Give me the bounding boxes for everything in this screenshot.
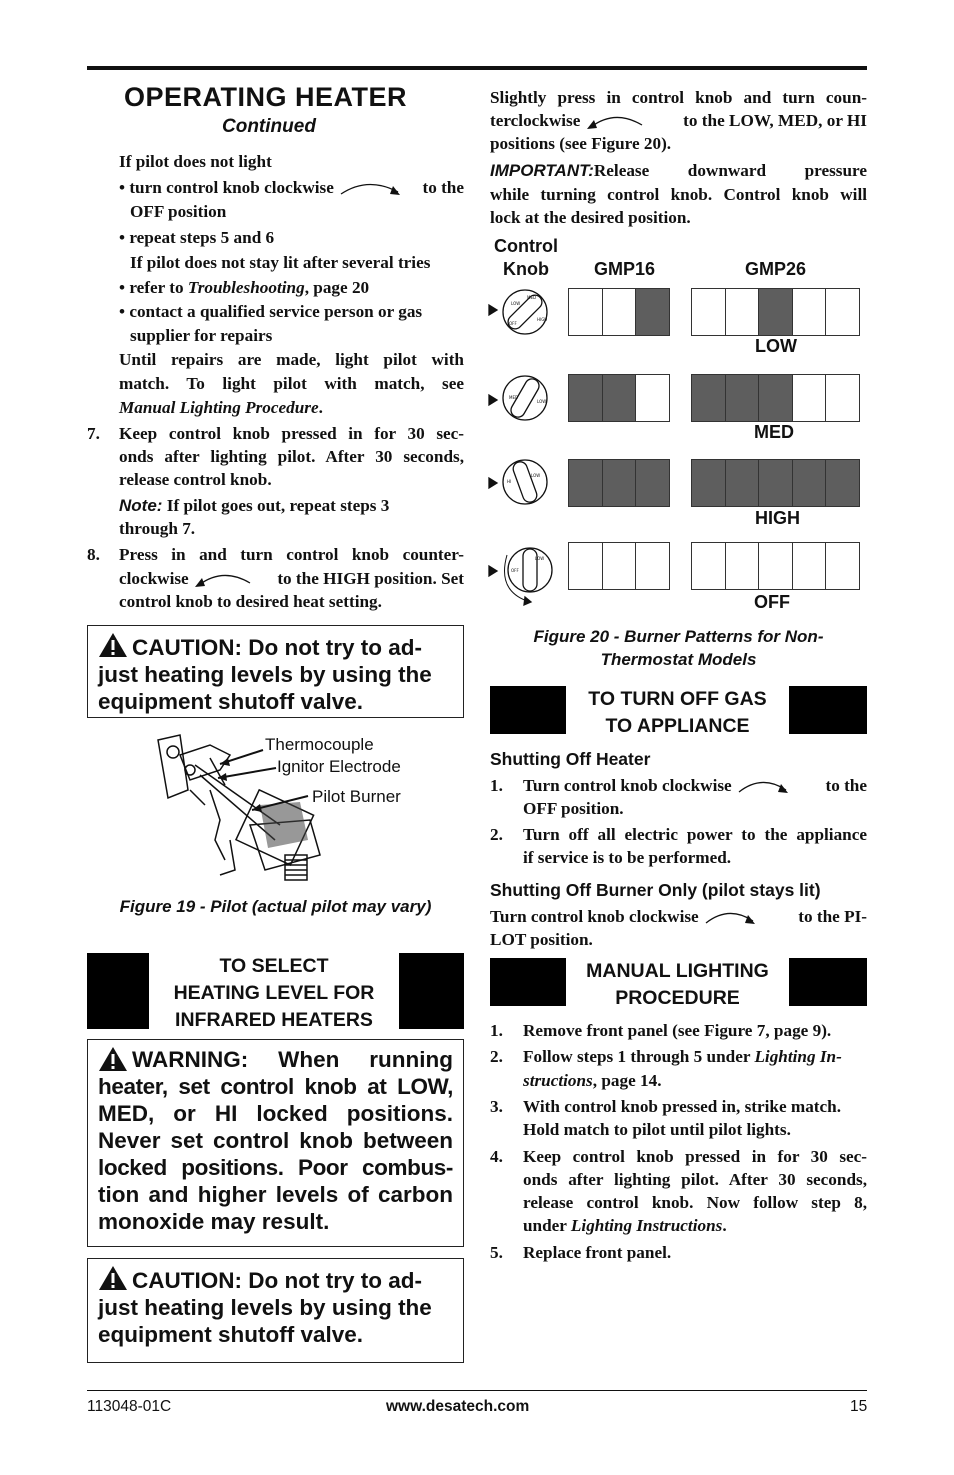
manual-lighting-ref: Manual Lighting Procedure <box>119 398 319 417</box>
press-line-2 <box>490 109 867 133</box>
clockwise-arrow-icon <box>338 178 404 200</box>
svg-text:LOW: LOW <box>511 301 521 306</box>
manual-lighting-heading <box>490 958 867 1009</box>
page-title: OPERATING HEATER <box>124 82 408 112</box>
caution-text: just heating levels by using the <box>98 662 432 687</box>
warning-text: MED, or HI locked positions. <box>98 1101 453 1126</box>
s2-line-2: if service is to be performed. <box>523 848 732 867</box>
warning-text: locked positions. Poor combus- <box>98 1155 453 1180</box>
svg-text:OFF: OFF <box>511 568 519 573</box>
heading-bar-block <box>399 953 464 1029</box>
heading-line: MANUAL LIGHTING <box>586 960 769 982</box>
bullet-repeat: • repeat steps 5 and 6 <box>119 228 275 247</box>
bullet-text: OFF position <box>130 202 227 221</box>
burner-cell-on <box>691 459 726 507</box>
caution-box-2 <box>87 1258 464 1363</box>
m3-line-2: Hold match to pilot until pilot lights. <box>523 1120 791 1139</box>
heading-line: PROCEDURE <box>615 987 740 1009</box>
burner-grid <box>692 459 860 507</box>
lighting-instructions-ref: Lighting Instructions <box>570 1216 723 1235</box>
footer-url[interactable]: www.desatech.com <box>386 1398 530 1415</box>
step-8-line <box>119 567 464 591</box>
note-line <box>119 494 464 518</box>
press-text: to the LOW, MED, or HI <box>683 111 867 130</box>
burner-cell-off <box>568 542 603 590</box>
m2-line-2 <box>523 1069 661 1093</box>
page-subtitle: Continued <box>222 116 316 137</box>
heading-bar-block <box>490 686 566 734</box>
caution-text: CAUTION: Do not try to ad- <box>132 635 422 660</box>
if-pilot-heading: If pilot does not light <box>119 152 272 171</box>
not-stay-lit: If pilot does not stay lit after several tries <box>130 253 431 272</box>
burner-cell-on <box>691 374 726 422</box>
warning-triangle-icon <box>98 1265 128 1291</box>
important-line-3: lock at the desired position. <box>490 208 691 227</box>
burner-cell-off <box>568 288 603 336</box>
ignitor-label: Ignitor Electrode <box>277 757 401 776</box>
turn-off-gas-heading <box>490 686 867 737</box>
pilot-burner-label: Pilot Burner <box>312 787 401 806</box>
burner-row-med-gmp26 <box>692 374 860 422</box>
burner-grid <box>569 459 670 507</box>
figure-19-caption: Figure 19 - Pilot (actual pilot may vary) <box>119 897 432 916</box>
burner-row-high-gmp26 <box>692 459 860 507</box>
burner-cell-off <box>602 542 637 590</box>
step-7-line: release control knob. <box>119 470 272 489</box>
important-line-2: while turning control knob. Control knob will <box>490 185 867 204</box>
heading-bar-block <box>87 953 149 1029</box>
burner-cell-off <box>792 542 827 590</box>
footer-rule <box>87 1390 867 1391</box>
shutting-heater-heading: Shutting Off Heater <box>490 749 651 769</box>
m3-line: With control knob pressed in, strike match. <box>523 1097 842 1116</box>
clockwise-arrow-icon <box>703 907 759 929</box>
burner-cell-on <box>568 459 603 507</box>
thermocouple-label: Thermocouple <box>265 735 374 754</box>
m5-number: 5. <box>490 1243 503 1262</box>
bullet-refer <box>119 276 369 300</box>
burner-cell-off <box>725 288 760 336</box>
caption-line: Figure 20 - Burner Patterns for Non- <box>533 627 824 646</box>
burner-line <box>490 905 867 929</box>
burner-cell-on <box>792 459 827 507</box>
burner-cell-off <box>635 374 670 422</box>
m4-line: release control knob. Now follow step 8, <box>523 1193 867 1212</box>
svg-text:LOW: LOW <box>535 556 545 561</box>
burner-cell-off <box>758 542 793 590</box>
heading-text <box>149 953 399 1029</box>
until-line-1: Until repairs are made, light pilot with <box>119 350 464 369</box>
burner-grid <box>569 374 670 422</box>
burner-cell-on <box>758 459 793 507</box>
warning-text: monoxide may result. <box>98 1209 330 1234</box>
burner-text: to the PI- <box>798 907 867 926</box>
burner-grid <box>692 374 860 422</box>
caution-text: CAUTION: Do not try to ad- <box>132 1268 422 1293</box>
heading-bar-block <box>789 686 867 734</box>
svg-text:HIGH: HIGH <box>537 317 548 322</box>
step-8-line: control knob to desired heat setting. <box>119 592 382 611</box>
until-line-2: match. To light pilot with match, see <box>119 374 464 393</box>
svg-text:MED: MED <box>509 395 519 400</box>
burner-cell-off <box>825 288 860 336</box>
col-control-label: Control <box>494 236 558 256</box>
level-low-label: LOW <box>755 336 797 356</box>
m4-line: Keep control knob pressed in for 30 sec- <box>523 1147 867 1166</box>
heading-text <box>566 686 789 737</box>
svg-text:OFF: OFF <box>509 321 517 326</box>
heading-line: INFRARED HEATERS <box>175 1009 373 1031</box>
figure-20-caption <box>490 625 867 671</box>
burner-row-low-gmp26 <box>692 288 860 336</box>
caution-text: just heating levels by using the <box>98 1295 432 1320</box>
m2-text: Follow steps 1 through 5 under <box>523 1047 755 1066</box>
col-gmp26-label: GMP26 <box>745 259 807 279</box>
m4-line-4 <box>523 1214 727 1238</box>
burner-cell-on <box>758 374 793 422</box>
warning-text: tion and higher levels of carbon <box>98 1182 453 1207</box>
heading-line: TO SELECT <box>219 955 329 977</box>
troubleshooting-ref: Troubleshooting <box>187 278 305 297</box>
until-line-3 <box>119 396 323 420</box>
m4-number: 4. <box>490 1147 503 1166</box>
s1-text: Turn control knob clockwise <box>523 776 732 795</box>
level-high-label: HIGH <box>755 508 800 528</box>
top-rule <box>87 66 867 70</box>
m3-number: 3. <box>490 1097 503 1116</box>
m2-text: , page 14. <box>592 1071 662 1090</box>
burner-cell-off <box>825 542 860 590</box>
burner-cell-off <box>691 542 726 590</box>
s1-line <box>523 774 867 798</box>
burner-cell-on <box>602 374 637 422</box>
lighting-instructions-ref: structions <box>523 1071 593 1090</box>
burner-cell-off <box>691 288 726 336</box>
caption-line: Thermostat Models <box>600 650 757 669</box>
counterclockwise-arrow-icon <box>585 111 645 133</box>
burner-cell-on <box>725 374 760 422</box>
s2-number: 2. <box>490 825 503 844</box>
warning-triangle-icon <box>98 632 128 658</box>
important-text: Release downward pressure <box>593 161 867 180</box>
burner-cell-off <box>792 374 827 422</box>
m4-line: onds after lighting pilot. After 30 seconds, <box>523 1170 867 1189</box>
warning-triangle-icon <box>98 1046 128 1072</box>
burner-row-off-gmp16 <box>569 542 670 590</box>
bullet-text: to the <box>422 178 464 197</box>
step-8-text: clockwise <box>119 569 189 588</box>
bullet-text: • refer to <box>119 278 188 297</box>
burner-row-high-gmp16 <box>569 459 670 507</box>
heading-line: HEATING LEVEL FOR <box>173 982 375 1004</box>
note-text: If pilot goes out, repeat steps 3 <box>162 496 390 515</box>
lighting-instructions-ref: Lighting In- <box>754 1047 842 1066</box>
burner-row-low-gmp16 <box>569 288 670 336</box>
heading-bar-block <box>789 958 867 1006</box>
press-line-3: positions (see Figure 20). <box>490 134 672 153</box>
warning-text: Never set control knob between <box>98 1128 453 1153</box>
clockwise-arrow-icon <box>736 776 792 798</box>
bullet-turn-knob <box>119 176 464 200</box>
col-gmp16-label: GMP16 <box>594 259 656 279</box>
m2-number: 2. <box>490 1047 503 1066</box>
note-label: Note: <box>119 496 163 515</box>
heading-line: TO TURN OFF GAS <box>588 688 767 710</box>
m2-line <box>523 1045 867 1069</box>
step-7-line: Keep control knob pressed in for 30 sec- <box>119 424 464 443</box>
burner-cell-on <box>635 459 670 507</box>
bullet-contact: • contact a qualified service person or gas <box>119 302 423 321</box>
important-line-1 <box>490 159 867 183</box>
bullet-text: • turn control knob clockwise <box>119 178 334 197</box>
burner-cell-off <box>825 374 860 422</box>
level-off-label: OFF <box>754 592 790 612</box>
bullet-text: , page 20 <box>304 278 370 297</box>
burner-line-2: LOT position. <box>490 930 593 949</box>
s1-text: to the <box>825 776 867 795</box>
m4-text: under <box>523 1216 571 1235</box>
press-line-1: Slightly press in control knob and turn coun- <box>490 88 867 107</box>
svg-text:MED: MED <box>527 295 537 300</box>
control-knob-column <box>487 285 562 610</box>
counterclockwise-arrow-icon <box>193 569 253 591</box>
press-text: terclockwise <box>490 111 581 130</box>
burner-grid <box>569 542 670 590</box>
burner-cell-off <box>635 542 670 590</box>
level-med-label: MED <box>754 422 794 442</box>
burner-cell-off <box>792 288 827 336</box>
step-8-number: 8. <box>87 545 100 564</box>
m4-text: . <box>722 1216 727 1235</box>
warning-text: WARNING: When running <box>132 1047 453 1072</box>
s2-line: Turn off all electric power to the appliance <box>523 825 867 844</box>
heading-bar-block <box>490 958 566 1006</box>
punct: . <box>318 398 323 417</box>
svg-text:LOW: LOW <box>537 399 547 404</box>
col-knob-label: Knob <box>503 259 549 279</box>
shutting-burner-heading: Shutting Off Burner Only (pilot stays lit) <box>490 880 821 900</box>
burner-cell-on <box>725 459 760 507</box>
s1-number: 1. <box>490 776 503 795</box>
burner-cell-on <box>635 288 670 336</box>
burner-row-med-gmp16 <box>569 374 670 422</box>
note-line-2: through 7. <box>119 519 196 538</box>
step-7-line: onds after lighting pilot. After 30 seconds, <box>119 447 464 466</box>
heading-line: TO APPLIANCE <box>605 715 750 737</box>
burner-cell-off <box>602 288 637 336</box>
burner-text: Turn control knob clockwise <box>490 907 699 926</box>
svg-text:HI: HI <box>507 479 512 484</box>
step-8-line: Press in and turn control knob counter- <box>119 545 464 564</box>
burner-grid <box>692 288 860 336</box>
caution-text: equipment shutoff valve. <box>98 689 364 714</box>
burner-cell-on <box>568 374 603 422</box>
bullet-contact-2: supplier for repairs <box>130 326 273 345</box>
burner-grid <box>692 542 860 590</box>
heading-text <box>566 958 789 1009</box>
important-label: IMPORTANT: <box>490 161 594 180</box>
warning-text: heater, set control knob at LOW, <box>98 1074 453 1099</box>
m1-line: Remove front panel (see Figure 7, page 9). <box>523 1021 832 1040</box>
burner-row-off-gmp26 <box>692 542 860 590</box>
burner-cell-on <box>825 459 860 507</box>
s1-line-2: OFF position. <box>523 799 624 818</box>
burner-grid <box>569 288 670 336</box>
caution-box-1 <box>87 625 464 718</box>
m1-number: 1. <box>490 1021 503 1040</box>
m5-line: Replace front panel. <box>523 1243 672 1262</box>
step-7-number: 7. <box>87 424 100 443</box>
select-heating-heading <box>87 953 464 1029</box>
footer-page-number: 15 <box>850 1398 868 1415</box>
warning-box <box>87 1039 464 1247</box>
step-8-text: to the HIGH position. Set <box>277 569 464 588</box>
svg-text:LOW: LOW <box>531 473 541 478</box>
burner-cell-off <box>725 542 760 590</box>
footer-part-number: 113048-01C <box>87 1398 172 1415</box>
caution-text: equipment shutoff valve. <box>98 1322 364 1347</box>
burner-cell-on <box>758 288 793 336</box>
burner-cell-on <box>602 459 637 507</box>
